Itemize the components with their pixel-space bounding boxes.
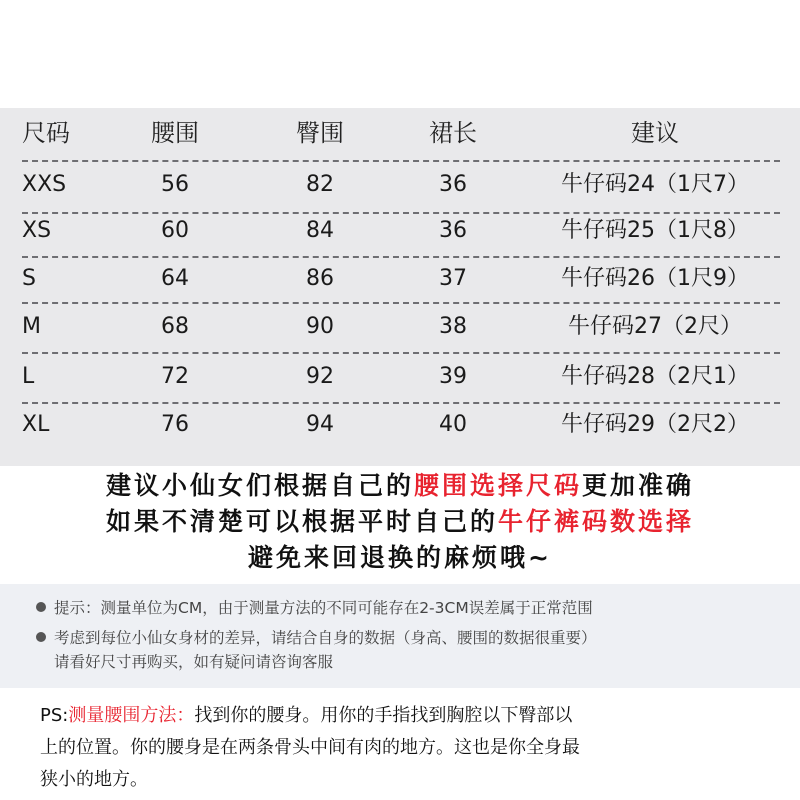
- advice-line-1-end: 更加准确: [582, 471, 695, 500]
- table-header-row: [0, 110, 800, 156]
- advice-highlight-jeans: 牛仔裤码数选择: [498, 507, 695, 536]
- cell-skirt-length: 40: [439, 412, 467, 437]
- ps-line-1-text: 找到你的腰身。用你的手指找到胸腔以下臀部以: [194, 705, 573, 726]
- cell-size: XL: [22, 412, 50, 437]
- cell-size: M: [22, 314, 41, 339]
- cell-size: XS: [22, 218, 52, 243]
- bullet-icon: [36, 632, 46, 642]
- table-row: [0, 304, 800, 350]
- table-row: [0, 354, 800, 400]
- tip-body-difference-cont: 请看好尺寸再购买，如有疑问请咨询客服: [54, 653, 334, 671]
- cell-suggestion: 牛仔码27（2尺）: [568, 314, 742, 339]
- cell-suggestion: 牛仔码28（2尺1）: [561, 364, 749, 389]
- advice-line-1: [0, 468, 800, 504]
- ps-line-3: 狭小的地方。: [40, 769, 148, 790]
- cell-size: S: [22, 266, 36, 291]
- table-row: [0, 162, 800, 208]
- size-advice: [0, 468, 800, 582]
- cell-suggestion: 牛仔码25（1尺8）: [561, 218, 749, 243]
- ps-line-1: [40, 700, 770, 732]
- tip-body-difference: [36, 626, 597, 650]
- cell-waist: 76: [161, 412, 189, 437]
- cell-hip: 94: [306, 412, 334, 437]
- cell-suggestion: 牛仔码26（1尺9）: [561, 266, 749, 291]
- table-row: [0, 208, 800, 254]
- ps-prefix: PS:: [40, 705, 69, 726]
- header-hip: 臀围: [296, 119, 344, 147]
- tips-panel: [0, 584, 800, 688]
- cell-size: XXS: [22, 172, 67, 197]
- cell-suggestion: 牛仔码24（1尺7）: [561, 172, 749, 197]
- advice-highlight-waist: 腰围选择尺码: [413, 471, 582, 500]
- cell-waist: 68: [161, 314, 189, 339]
- cell-skirt-length: 36: [439, 172, 467, 197]
- cell-skirt-length: 38: [439, 314, 467, 339]
- cell-waist: 56: [161, 172, 189, 197]
- cell-waist: 60: [161, 218, 189, 243]
- table-row: [0, 256, 800, 302]
- advice-line-3: 避免来回退换的麻烦哦~: [248, 543, 552, 572]
- table-row: [0, 402, 800, 448]
- advice-line-2: [0, 504, 800, 540]
- waist-measure-note: [40, 700, 770, 796]
- cell-waist: 64: [161, 266, 189, 291]
- cell-skirt-length: 36: [439, 218, 467, 243]
- header-size: 尺码: [22, 119, 70, 147]
- cell-skirt-length: 37: [439, 266, 467, 291]
- bullet-icon: [36, 602, 46, 612]
- cell-hip: 92: [306, 364, 334, 389]
- cell-size: L: [22, 364, 35, 389]
- cell-suggestion: 牛仔码29（2尺2）: [561, 412, 749, 437]
- header-waist: 腰围: [151, 119, 199, 147]
- cell-hip: 90: [306, 314, 334, 339]
- tip-measurement: [36, 596, 593, 620]
- cell-hip: 86: [306, 266, 334, 291]
- size-table: [0, 108, 800, 466]
- header-skirt-length: 裙长: [429, 119, 477, 147]
- header-suggestion: 建议: [631, 119, 679, 147]
- ps-line-2: 上的位置。你的腰身是在两条骨头中间有肉的地方。这也是你全身最: [40, 737, 580, 758]
- advice-line-2-text: 如果不清楚可以根据平时自己的: [105, 507, 498, 536]
- tip-body-difference-text: 考虑到每位小仙女身材的差异，请结合自身的数据（身高、腰围的数据很重要）: [54, 629, 597, 647]
- cell-waist: 72: [161, 364, 189, 389]
- cell-hip: 82: [306, 172, 334, 197]
- advice-line-1-text: 建议小仙女们根据自己的: [105, 471, 414, 500]
- tip-measurement-text: 提示：测量单位为CM，由于测量方法的不同可能存在2-3CM误差属于正常范围: [54, 599, 593, 617]
- ps-method-title: 测量腰围方法：: [68, 705, 195, 726]
- cell-skirt-length: 39: [439, 364, 467, 389]
- cell-hip: 84: [306, 218, 334, 243]
